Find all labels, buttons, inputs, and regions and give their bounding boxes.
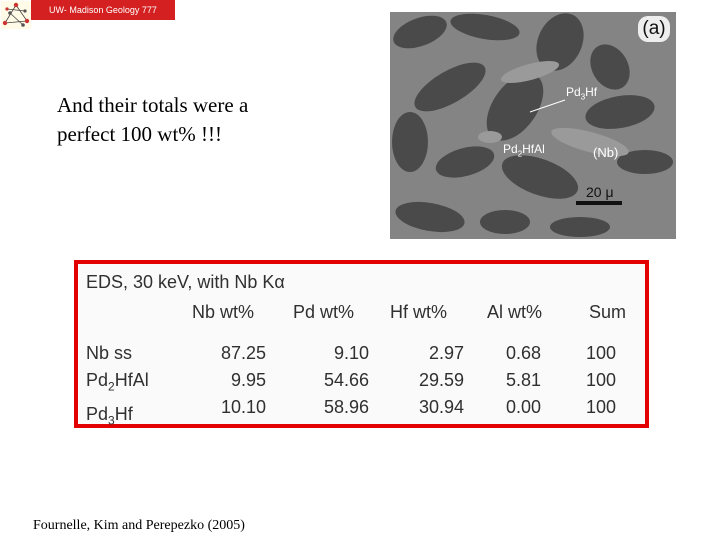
table-cell: 2.97 [428,343,464,363]
table-cell: 100 [585,397,616,417]
header-nb: Nb wt% [192,302,255,322]
table-cell: 58.96 [323,397,369,417]
table-cell: 5.81 [505,370,541,390]
panel-label: (a) [638,16,670,42]
headline-line-2: perfect 100 wt% !!! [57,122,223,146]
sem-micrograph [390,12,676,239]
header-hf: Hf wt% [390,302,448,322]
pd-values [286,340,369,421]
pd2hfal-label: $Pd_2HfAl$ [503,142,545,159]
table-cell: 0.00 [505,397,541,417]
scale-bar [576,201,622,205]
phase-pd3hf: $Pd_3Hf$ [86,403,133,428]
table-cell: 29.59 [418,370,464,390]
phase-nb-ss: Nb ss [86,343,133,363]
table-cell: 87.25 [220,343,266,363]
phase-column [86,340,149,434]
nb-values [188,340,266,421]
sum-values [578,340,616,421]
table-cell: 9.10 [333,343,369,363]
logo [1,1,31,29]
table-title: EDS, 30 keV, with Nb Kα [86,272,285,292]
header-sum: Sum [589,302,627,322]
nb-phase-label: (Nb) [593,145,619,160]
table-cell: 10.10 [220,397,266,417]
crystal-structure-icon [1,1,31,29]
headline-line-1: And their totals were a [57,93,249,117]
table-cell: 9.95 [230,370,266,390]
scale-label: 20 μ [586,184,614,200]
eds-table [74,260,649,428]
phase-pd2hfal: $Pd_2HfAl$ [86,370,149,394]
table-cell: 54.66 [323,370,369,390]
citation: Fournelle, Kim and Perepezko (2005) [33,518,245,533]
header-pd: Pd wt% [293,302,355,322]
table-cell: 0.68 [505,343,541,363]
table-cell: 100 [585,370,616,390]
course-banner: UW- Madison Geology 777 [31,0,175,20]
header-al: Al wt% [487,302,543,322]
table-cell: 30.94 [418,397,464,417]
table-cell: 100 [585,343,616,363]
hf-values [388,340,464,421]
pd3hf-label: $Pd_3Hf$ [566,85,598,102]
al-values [488,340,541,421]
slide-headline [57,91,357,149]
micrograph-texture [390,12,676,239]
